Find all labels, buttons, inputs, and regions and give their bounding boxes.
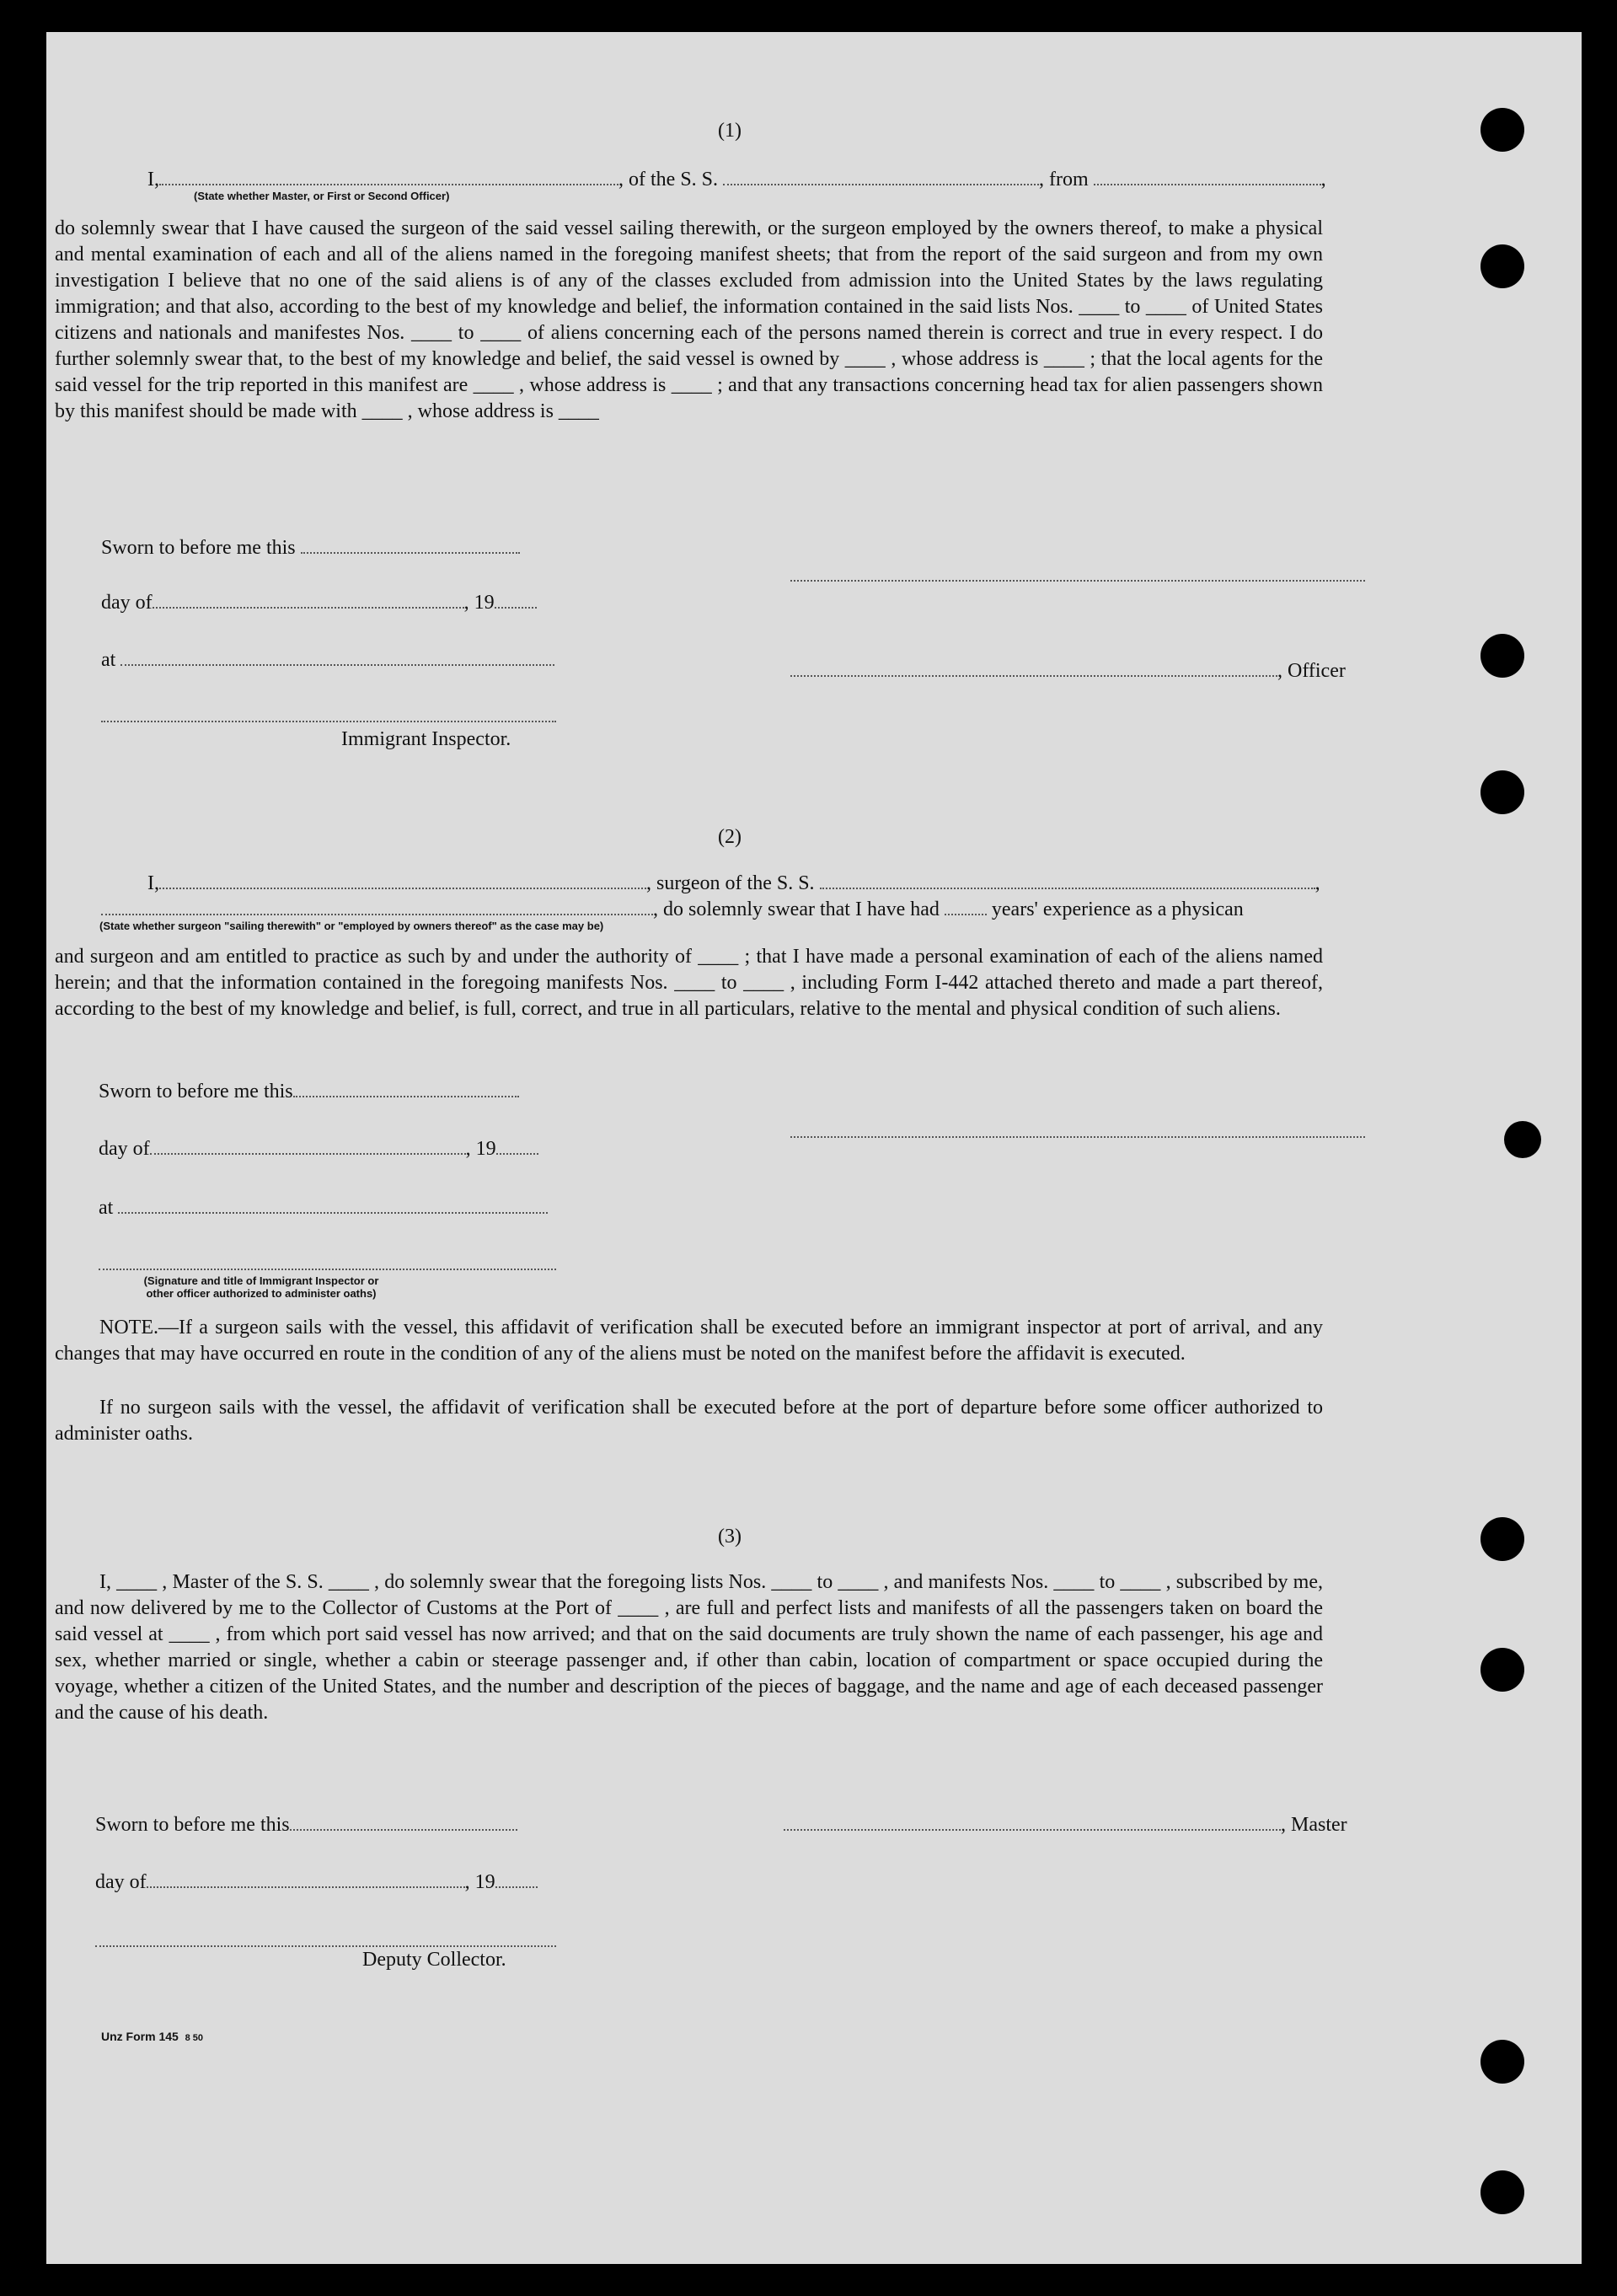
s3-body: I, ____ , Master of the S. S. ____ , do solemnly swear that the foregoing lists Nos. ____ to ____ , and manifests Nos. ____ to ____ , subscribed by me, and now delivered by me to the Collector of Customs at the Port of ____ , are full and perfect lists and manifests of all the passengers taken on board the said vessel at ____ , from which port said vessel has now arrived; and that on the said documents are truly shown the name of each passenger, his age and sex, whether married or single, whether a cabin or steerage passenger and, if other than cabin, location of compartment or space occupied during the voyage, whether a citizen of the United States, and the number and description of the pieces of baggage, and the name and age of each deceased passenger and the cause of his death. [55, 1571, 1323, 1724]
s1-signature-line[interactable] [790, 580, 1365, 582]
s3-sworn [95, 1812, 517, 1838]
s1-sworn-label: Sworn to before me this [101, 537, 296, 559]
s1-body: do solemnly swear that I have caused the surgeon of the said vessel sailing therewith, or the surgeon employed by the owners thereof, to make a physical and mental examination of each and all of the aliens named in the foregoing manifest sheets; that from the report of the said surgeon and from my own investigation I believe that no one of the said aliens is of any of the classes excluded from admission into the United States by the laws regulating immigration; and that also, according to the best of my knowledge and belief, the information contained in the said lists Nos. ____ to ____ of United States citizens and nationals and manifestes Nos. ____ to ____ of aliens concerning each of the persons named therein is correct and true in every respect. I do further solemnly swear that, to the best of my knowledge and belief, the said vessel is owned by ____ , whose address is ____ ; that the local agents for the said vessel for the trip reported in this manifest are ____ , whose address is ____ ; and that any transactions concerning head tax for alien passengers shown by this manifest should be made with ____ , whose address is ____ [55, 217, 1323, 422]
s3-master-sig [784, 1812, 1347, 1838]
section-1-number: (1) [718, 120, 742, 142]
s2-sworn-blank[interactable] [293, 1079, 519, 1097]
s1-officer-note: (State whether Master, or First or Second Officer) [194, 190, 450, 202]
s2-signature-line[interactable] [790, 1136, 1365, 1138]
punch-hole [1480, 770, 1524, 814]
s2-comma: , [1314, 872, 1320, 894]
s1-at [101, 647, 554, 673]
s2-at-label: at [99, 1197, 114, 1219]
s1-sworn-blank[interactable] [301, 535, 520, 554]
s3-dayof-label: day of [95, 1871, 147, 1893]
s2-vessel-blank[interactable] [820, 871, 1315, 889]
s2-i: I, [147, 872, 159, 894]
punch-hole [1480, 1517, 1524, 1561]
s1-vessel-blank[interactable] [723, 167, 1039, 185]
s3-day-blank[interactable] [147, 1870, 465, 1888]
punch-hole [1480, 634, 1524, 678]
s2-status-note: (State whether surgeon "sailing therewith" or "employed by owners thereof" as the case may be) [99, 920, 604, 932]
s2-surgeon-blank[interactable] [159, 871, 646, 889]
punch-hole [1504, 1121, 1541, 1158]
s3-year-blank[interactable] [495, 1870, 538, 1888]
section-2-number: (2) [718, 826, 742, 848]
s2-years-label: years' experience as a physican [991, 899, 1244, 920]
form-footer [101, 2030, 203, 2043]
s1-year-label: , 19 [463, 592, 495, 614]
form-id: Unz Form 145 [101, 2030, 179, 2043]
s2-dayof [99, 1136, 538, 1162]
punch-hole [1480, 108, 1524, 152]
s1-officer-blank[interactable] [159, 167, 618, 185]
punch-hole [1480, 2170, 1524, 2214]
s2-years-blank[interactable] [945, 897, 987, 915]
s3-master-label: , Master [1281, 1814, 1347, 1836]
s3-year-label: , 19 [464, 1871, 495, 1893]
s3-sworn-label: Sworn to before me this [95, 1814, 290, 1836]
s2-dayof-label: day of [99, 1138, 150, 1160]
s2-inspector-line[interactable] [99, 1269, 556, 1270]
s1-at-label: at [101, 649, 116, 671]
s2-line1 [147, 871, 1320, 897]
s2-body: and surgeon and am entitled to practice as such by and under the authority of ____ ; that I have made a personal examination of each of the aliens named herein; and that the information contained in the foregoing manifests Nos. ____ to ____ , including Form I-442 attached thereto and made a part thereof, according to the best of my knowledge and belief, is full, correct, and true in all particulars, relative to the mental and physical condition of such aliens. [55, 946, 1323, 1020]
s3-master-blank[interactable] [784, 1812, 1281, 1831]
punch-hole [1480, 1648, 1524, 1692]
s3-dayof [95, 1870, 538, 1896]
s1-sworn [101, 535, 520, 561]
s1-officer-sig-blank[interactable] [790, 658, 1277, 677]
s3-collector: Deputy Collector. [362, 1949, 506, 1971]
s1-officer-sig [790, 658, 1346, 684]
s2-signature-note: (Signature and title of Immigrant Inspector or other officer authorized to administer oaths) [143, 1274, 379, 1300]
s2-note1: NOTE.—If a surgeon sails with the vessel, this affidavit of verification shall be executed before an immigrant inspector at port of arrival, and any changes that may have occurred en route in the condition of any of the aliens must be noted on the manifest before the affidavit is executed. [55, 1317, 1323, 1365]
s2-at [99, 1195, 548, 1221]
s2-status-blank[interactable] [101, 897, 653, 915]
s1-officer-label: , Officer [1277, 660, 1346, 682]
s1-day-blank[interactable] [153, 590, 464, 609]
s2-sworn [99, 1079, 519, 1105]
section-3-number: (3) [718, 1526, 742, 1548]
form-date: 8 50 [185, 2033, 204, 2043]
s2-year-label: , 19 [465, 1138, 496, 1160]
s2-day-blank[interactable] [150, 1136, 466, 1155]
s1-inspector: Immigrant Inspector. [341, 728, 511, 750]
s2-surgeon-of-ss: , surgeon of the S. S. [646, 872, 815, 894]
s1-i: I, [147, 169, 159, 190]
punch-hole [1480, 2040, 1524, 2084]
s1-year-blank[interactable] [495, 590, 537, 609]
s1-dayof-label: day of [101, 592, 153, 614]
s1-comma: , [1320, 169, 1326, 190]
s1-dayof [101, 590, 537, 616]
s1-inspector-line[interactable] [101, 721, 556, 722]
s1-at-blank[interactable] [120, 647, 554, 666]
s2-note2: If no surgeon sails with the vessel, the affidavit of verification shall be executed before at the port of departure before some officer authorized to administer oaths. [55, 1397, 1323, 1445]
s1-from: , from [1039, 169, 1089, 190]
s2-year-blank[interactable] [496, 1136, 538, 1155]
s3-sworn-blank[interactable] [290, 1812, 517, 1831]
punch-hole [1480, 244, 1524, 288]
s2-swear-label: , do solemnly swear that I have had [653, 899, 940, 920]
s1-from-blank[interactable] [1094, 167, 1321, 185]
s1-of-ss: , of the S. S. [618, 169, 719, 190]
s2-sworn-label: Sworn to before me this [99, 1081, 293, 1102]
s2-at-blank[interactable] [118, 1195, 548, 1214]
